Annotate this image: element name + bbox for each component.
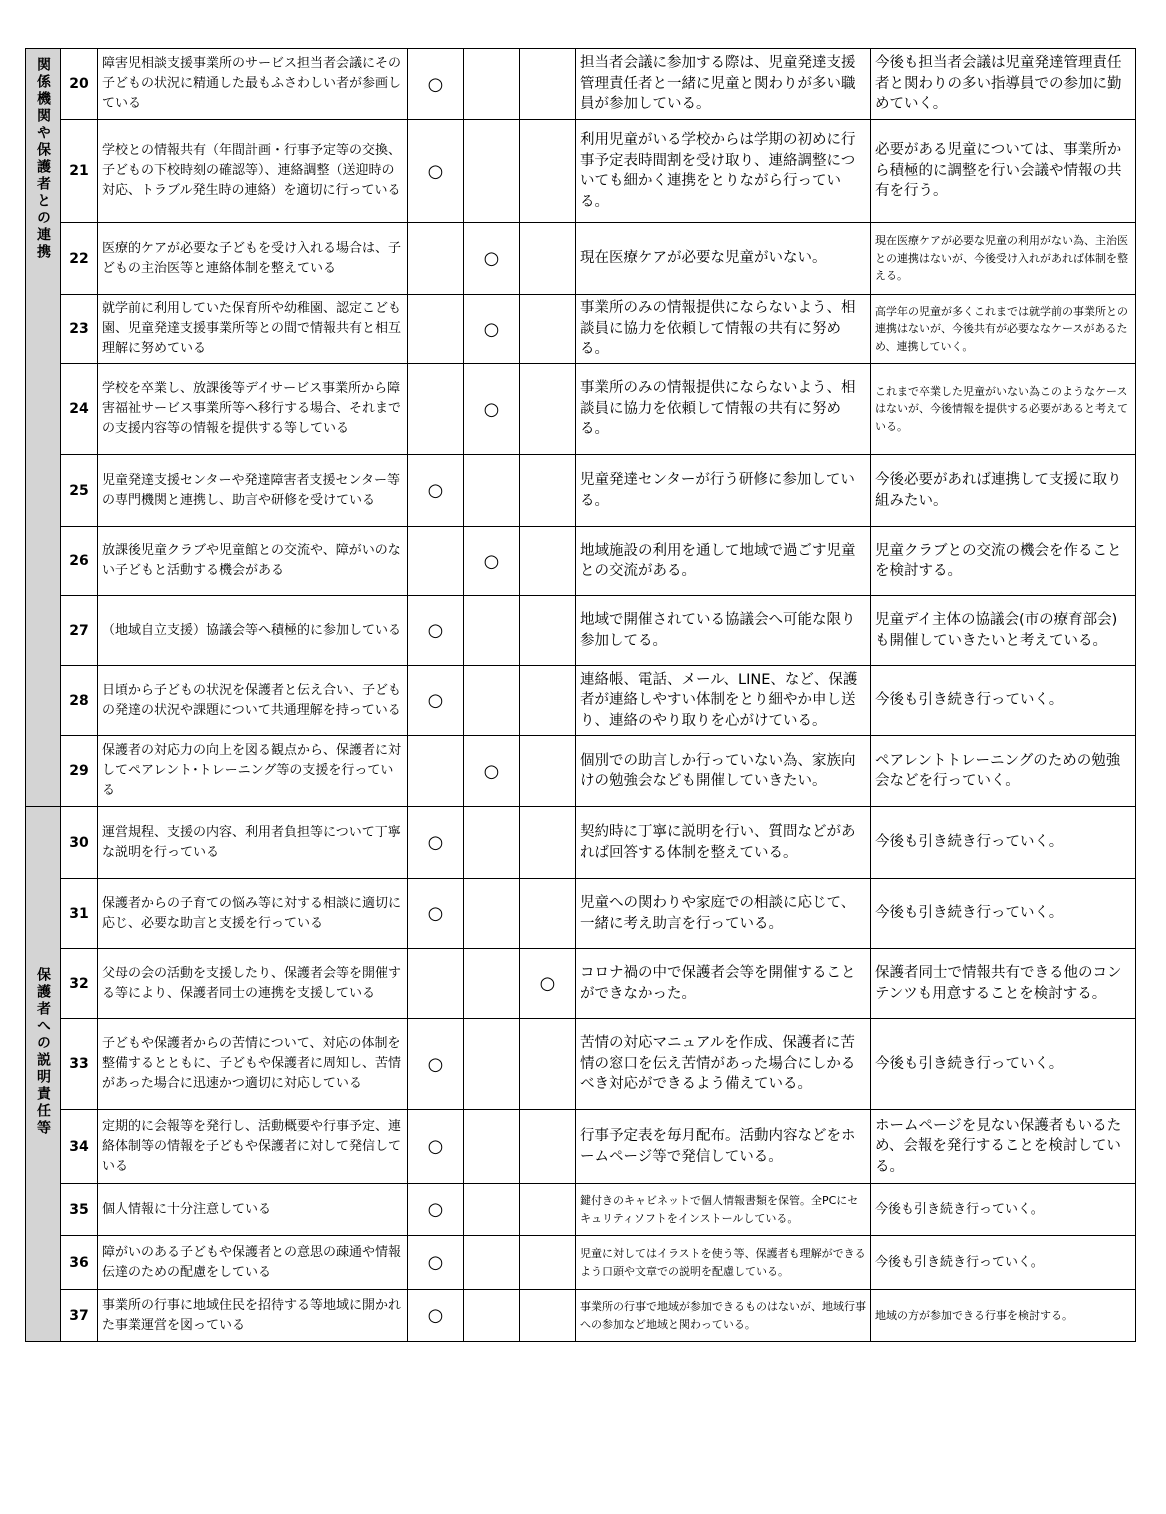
yes-mark: ○ [408, 596, 464, 666]
table-row [26, 120, 1136, 223]
yes-mark [408, 364, 464, 455]
item-text: 保護者からの子育ての悩み等に対する相談に適切に応じ、必要な助言と支援を行っている [98, 879, 408, 949]
no-mark [520, 879, 576, 949]
item-text: 父母の会の活動を支援したり、保護者会等を開催する等により、保護者同士の連携を支援している [98, 949, 408, 1019]
plan-text: ペアレントトレーニングのための勉強会などを行っていく。 [871, 736, 1136, 807]
item-text: 日頃から子どもの状況を保護者と伝え合い、子どもの発達の状況や課題について共通理解を持っている [98, 666, 408, 736]
neutral-mark [464, 1110, 520, 1184]
row-number: 20 [61, 49, 98, 120]
yes-mark [408, 736, 464, 807]
neutral-mark [464, 807, 520, 879]
row-number: 32 [61, 949, 98, 1019]
no-mark: ○ [520, 949, 576, 1019]
plan-text: 今後も引き続き行っていく。 [871, 807, 1136, 879]
no-mark [520, 120, 576, 223]
plan-text: 現在医療ケアが必要な児童の利用がない為、主治医との連携はないが、今後受け入れがあれば体制を整える。 [871, 223, 1136, 295]
item-text: （地域自立支援）協議会等へ積極的に参加している [98, 596, 408, 666]
plan-text: 今後も引き続き行っていく。 [871, 1184, 1136, 1236]
yes-mark: ○ [408, 455, 464, 527]
table-row [26, 223, 1136, 295]
status-text: コロナ禍の中で保護者会等を開催することができなかった。 [576, 949, 871, 1019]
item-text: 医療的ケアが必要な子どもを受け入れる場合は、子どもの主治医等と連絡体制を整えている [98, 223, 408, 295]
table-row [26, 666, 1136, 736]
item-text: 学校を卒業し、放課後等デイサービス事業所から障害福祉サービス事業所等へ移行する場合、それまでの支援内容等の情報を提供する等している [98, 364, 408, 455]
plan-text: 児童デイ主体の協議会(市の療育部会)も開催していきたいと考えている。 [871, 596, 1136, 666]
status-text: 担当者会議に参加する際は、児童発達支援管理責任者と一緒に児童と関わりが多い職員が参加している。 [576, 49, 871, 120]
row-number: 23 [61, 295, 98, 364]
plan-text: 今後も引き続き行っていく。 [871, 666, 1136, 736]
no-mark [520, 807, 576, 879]
yes-mark: ○ [408, 120, 464, 223]
yes-mark: ○ [408, 1184, 464, 1236]
no-mark [520, 1019, 576, 1110]
no-mark [520, 223, 576, 295]
item-text: 定期的に会報等を発行し、活動概要や行事予定、連絡体制等の情報を子どもや保護者に対して発信している [98, 1110, 408, 1184]
table-row [26, 736, 1136, 807]
yes-mark: ○ [408, 1019, 464, 1110]
yes-mark: ○ [408, 1110, 464, 1184]
no-mark [520, 1184, 576, 1236]
status-text: 児童への関わりや家庭での相談に応じて、一緒に考え助言を行っている。 [576, 879, 871, 949]
category-label: 関係機関や保護者との連携 [35, 57, 51, 261]
item-text: 運営規程、支援の内容、利用者負担等について丁寧な説明を行っている [98, 807, 408, 879]
yes-mark [408, 295, 464, 364]
status-text: 地域で開催されている協議会へ可能な限り参加してる。 [576, 596, 871, 666]
status-text: 児童に対してはイラストを使う等、保護者も理解ができるよう口頭や文章での説明を配慮している。 [576, 1236, 871, 1290]
status-text: 連絡帳、電話、メール、LINE、など、保護者が連絡しやすい体制をとり細やか申し送り、連絡のやり取りを心がけている。 [576, 666, 871, 736]
no-mark [520, 49, 576, 120]
no-mark [520, 1110, 576, 1184]
no-mark [520, 527, 576, 596]
plan-text: ホームページを見ない保護者もいるため、会報を発行することを検討している。 [871, 1110, 1136, 1184]
neutral-mark [464, 596, 520, 666]
row-number: 35 [61, 1184, 98, 1236]
plan-text: これまで卒業した児童がいない為このようなケースはないが、今後情報を提供する必要があると考えている。 [871, 364, 1136, 455]
table-row [26, 949, 1136, 1019]
plan-text: 今後も引き続き行っていく。 [871, 1019, 1136, 1110]
status-text: 契約時に丁寧に説明を行い、質問などがあれば回答する体制を整えている。 [576, 807, 871, 879]
plan-text: 今後も引き続き行っていく。 [871, 879, 1136, 949]
plan-text: 必要がある児童については、事業所から積極的に調整を行い会議や情報の共有を行う。 [871, 120, 1136, 223]
item-text: 放課後児童クラブや児童館との交流や、障がいのない子どもと活動する機会がある [98, 527, 408, 596]
plan-text: 今後も担当者会議は児童発達管理責任者と関わりの多い指導員での参加に勤めていく。 [871, 49, 1136, 120]
neutral-mark: ○ [464, 364, 520, 455]
table-row [26, 879, 1136, 949]
plan-text: 今後必要があれば連携して支援に取り組みたい。 [871, 455, 1136, 527]
table-row [26, 596, 1136, 666]
status-text: 鍵付きのキャビネットで個人情報書類を保管。全PCにセキュリティソフトをインストールしている。 [576, 1184, 871, 1236]
no-mark [520, 364, 576, 455]
item-text: 障害児相談支援事業所のサービス担当者会議にその子どもの状況に精通した最もふさわしい者が参画している [98, 49, 408, 120]
status-text: 事業所のみの情報提供にならないよう、相談員に協力を依頼して情報の共有に努める。 [576, 364, 871, 455]
table-row [26, 295, 1136, 364]
row-number: 24 [61, 364, 98, 455]
table-row [26, 527, 1136, 596]
row-number: 28 [61, 666, 98, 736]
plan-text: 今後も引き続き行っていく。 [871, 1236, 1136, 1290]
table-row [26, 364, 1136, 455]
neutral-mark [464, 455, 520, 527]
neutral-mark [464, 49, 520, 120]
item-text: 事業所の行事に地域住民を招待する等地域に開かれた事業運営を図っている [98, 1290, 408, 1342]
item-text: 保護者の対応力の向上を図る観点から、保護者に対してペアレント･トレーニング等の支援を行っている [98, 736, 408, 807]
yes-mark [408, 949, 464, 1019]
status-text: 利用児童がいる学校からは学期の初めに行事予定表時間割を受け取り、連絡調整についても細かく連携をとりながら行っている。 [576, 120, 871, 223]
table-row [26, 807, 1136, 879]
neutral-mark [464, 879, 520, 949]
plan-text: 児童クラブとの交流の機会を作ることを検討する。 [871, 527, 1136, 596]
yes-mark: ○ [408, 1290, 464, 1342]
plan-text: 地域の方が参加できる行事を検討する。 [871, 1290, 1136, 1342]
neutral-mark: ○ [464, 736, 520, 807]
item-text: 就学前に利用していた保育所や幼稚園、認定こども園、児童発達支援事業所等との間で情報共有と相互理解に努めている [98, 295, 408, 364]
item-text: 個人情報に十分注意している [98, 1184, 408, 1236]
category-label: 保護者への説明責任等 [35, 967, 51, 1137]
neutral-mark [464, 949, 520, 1019]
table-row [26, 1236, 1136, 1290]
evaluation-table [25, 48, 1136, 1342]
status-text: 地域施設の利用を通して地域で過ごす児童との交流がある。 [576, 527, 871, 596]
table-row [26, 1290, 1136, 1342]
no-mark [520, 1236, 576, 1290]
table-row [26, 1019, 1136, 1110]
table-row [26, 1184, 1136, 1236]
status-text: 行事予定表を毎月配布。活動内容などをホームページ等で発信している。 [576, 1110, 871, 1184]
table-row [26, 49, 1136, 120]
neutral-mark: ○ [464, 223, 520, 295]
table-row [26, 1110, 1136, 1184]
neutral-mark: ○ [464, 527, 520, 596]
row-number: 31 [61, 879, 98, 949]
status-text: 個別での助言しか行っていない為、家族向けの勉強会なども開催していきたい。 [576, 736, 871, 807]
yes-mark: ○ [408, 807, 464, 879]
no-mark [520, 666, 576, 736]
no-mark [520, 596, 576, 666]
plan-text: 保護者同士で情報共有できる他のコンテンツも用意することを検討する。 [871, 949, 1136, 1019]
category-cell [26, 49, 61, 807]
no-mark [520, 455, 576, 527]
status-text: 児童発達センターが行う研修に参加している。 [576, 455, 871, 527]
status-text: 事業所の行事で地域が参加できるものはないが、地域行事への参加など地域と関わっている。 [576, 1290, 871, 1342]
row-number: 36 [61, 1236, 98, 1290]
category-cell [26, 807, 61, 1342]
row-number: 25 [61, 455, 98, 527]
yes-mark: ○ [408, 666, 464, 736]
row-number: 27 [61, 596, 98, 666]
no-mark [520, 295, 576, 364]
neutral-mark [464, 1290, 520, 1342]
row-number: 21 [61, 120, 98, 223]
row-number: 33 [61, 1019, 98, 1110]
item-text: 子どもや保護者からの苦情について、対応の体制を整備するとともに、子どもや保護者に周知し、苦情があった場合に迅速かつ適切に対応している [98, 1019, 408, 1110]
neutral-mark [464, 120, 520, 223]
yes-mark: ○ [408, 1236, 464, 1290]
row-number: 34 [61, 1110, 98, 1184]
neutral-mark: ○ [464, 295, 520, 364]
neutral-mark [464, 1236, 520, 1290]
row-number: 26 [61, 527, 98, 596]
item-text: 学校との情報共有（年間計画・行事予定等の交換、子どもの下校時刻の確認等）、連絡調整（送迎時の対応、トラブル発生時の連絡）を適切に行っている [98, 120, 408, 223]
item-text: 障がいのある子どもや保護者との意思の疎通や情報伝達のための配慮をしている [98, 1236, 408, 1290]
neutral-mark [464, 1019, 520, 1110]
status-text: 苦情の対応マニュアルを作成、保護者に苦情の窓口を伝え苦情があった場合にしかるべき対応ができるよう備えている。 [576, 1019, 871, 1110]
item-text: 児童発達支援センターや発達障害者支援センター等の専門機関と連携し、助言や研修を受けている [98, 455, 408, 527]
neutral-mark [464, 666, 520, 736]
status-text: 事業所のみの情報提供にならないよう、相談員に協力を依頼して情報の共有に努める。 [576, 295, 871, 364]
status-text: 現在医療ケアが必要な児童がいない。 [576, 223, 871, 295]
yes-mark: ○ [408, 879, 464, 949]
row-number: 37 [61, 1290, 98, 1342]
yes-mark [408, 527, 464, 596]
table-row [26, 455, 1136, 527]
no-mark [520, 736, 576, 807]
no-mark [520, 1290, 576, 1342]
plan-text: 高学年の児童が多くこれまでは就学前の事業所との連携はないが、今後共有が必要ななケースがあるため、連携していく。 [871, 295, 1136, 364]
row-number: 22 [61, 223, 98, 295]
yes-mark: ○ [408, 49, 464, 120]
row-number: 29 [61, 736, 98, 807]
yes-mark [408, 223, 464, 295]
row-number: 30 [61, 807, 98, 879]
neutral-mark [464, 1184, 520, 1236]
